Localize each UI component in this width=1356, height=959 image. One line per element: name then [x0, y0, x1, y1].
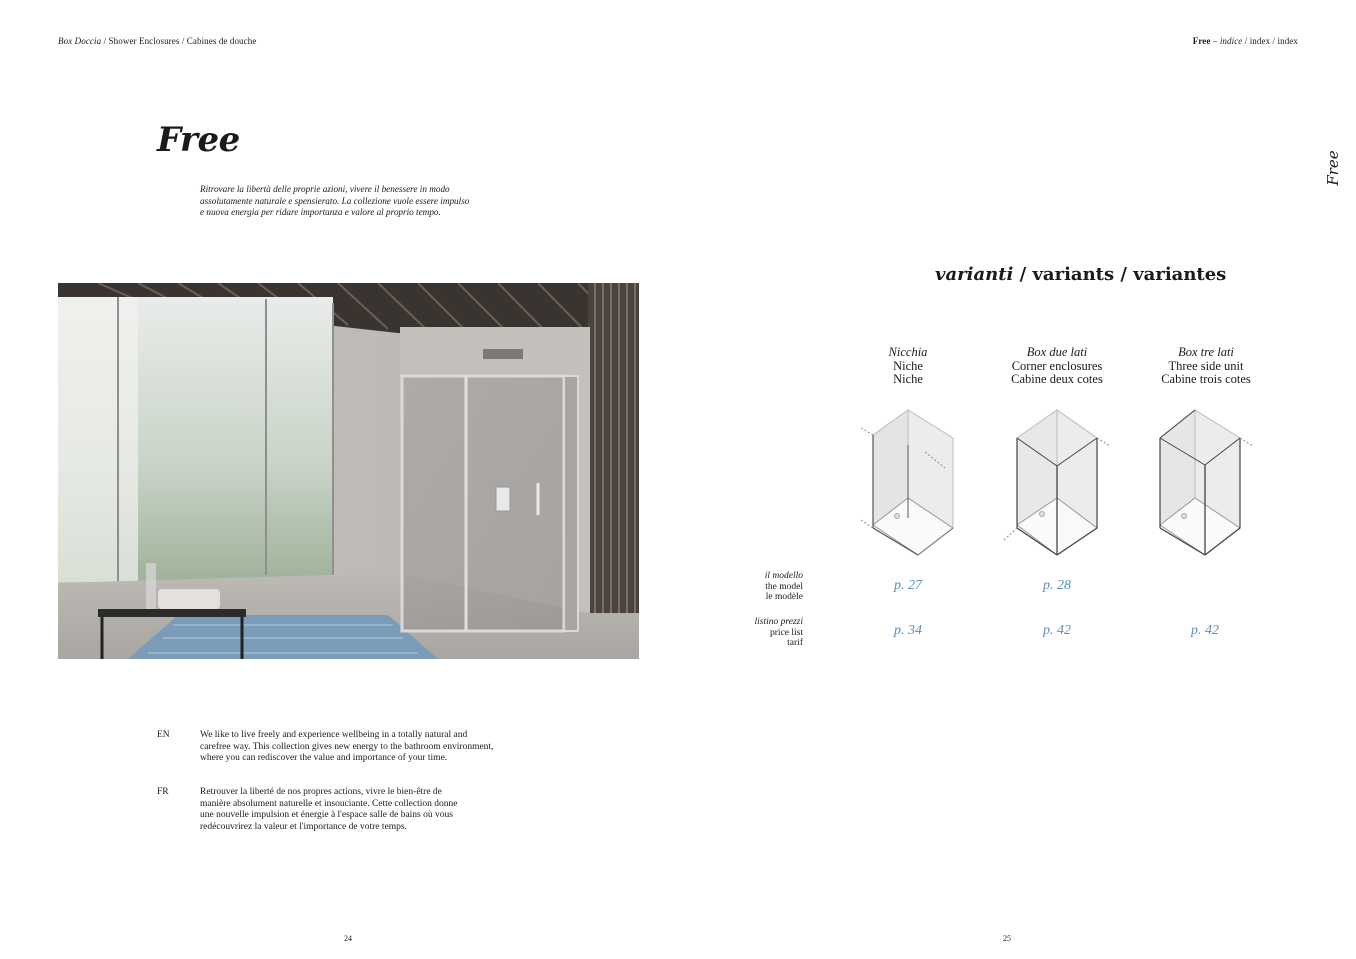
intro-line: assolutamente naturale e spensierato. La collezione vuole essere impulso	[200, 195, 470, 206]
row-label-en: the model	[765, 581, 803, 592]
intro-italian	[200, 184, 500, 219]
page-number-left: 24	[344, 934, 352, 943]
index-header	[1193, 36, 1298, 46]
variant-label-it: Box tre lati	[1178, 345, 1234, 359]
row-label-price	[700, 617, 803, 649]
variant-label-en: Three side unit	[1168, 358, 1244, 373]
corner-model-page-link[interactable]: p. 28	[1043, 578, 1071, 593]
variant-label-fr: Niche	[893, 372, 923, 386]
niche-model-page-link[interactable]: p. 27	[894, 578, 922, 593]
variant-label-it: Box due lati	[1026, 345, 1088, 359]
side-title	[1318, 148, 1348, 188]
index-header-italic: indice	[1219, 36, 1243, 46]
corner-enclosure-illustration	[1002, 400, 1112, 560]
three-side-price-page-link[interactable]: p. 42	[1191, 623, 1219, 638]
index-header-rest: / index / index	[1242, 36, 1298, 46]
variants-heading-italic: varianti	[935, 264, 1014, 285]
row-label-it: il modello	[764, 571, 803, 581]
en-line: We like to live freely and experience wellbeing in a totally natural and	[200, 730, 468, 740]
en-code: EN	[157, 730, 170, 740]
variant-label-fr: Cabine trois cotes	[1161, 372, 1251, 386]
fr-code: FR	[157, 787, 169, 797]
side-title-text: Free	[1324, 150, 1342, 186]
variant-label-en: Corner enclosures	[1011, 358, 1103, 373]
variant-label-fr: Cabine deux cotes	[1011, 372, 1103, 386]
fr-line: une nouvelle impulsion et énergie à l'espace salle de bains où vous	[200, 810, 453, 821]
shower-photo	[58, 283, 639, 659]
index-header-bold: Free	[1192, 36, 1211, 46]
variant-label-en: Niche	[893, 358, 923, 373]
variant-three-side-label	[1131, 346, 1281, 387]
breadcrumb-italic: Box Doccia	[58, 36, 102, 46]
variant-niche-label	[833, 346, 983, 387]
fr-line: redécouvrirez la valeur et l'importance de votre temps.	[200, 821, 407, 832]
en-text	[200, 730, 530, 765]
page-title: Free	[157, 120, 240, 160]
shower-photo-illustration	[58, 283, 639, 659]
en-line: carefree way. This collection gives new energy to the bathroom environment,	[200, 741, 494, 752]
row-label-fr: le modèle	[765, 592, 803, 602]
variant-label-it: Nicchia	[888, 345, 928, 359]
corner-price-page-link[interactable]: p. 42	[1043, 623, 1071, 638]
three-side-enclosure-illustration	[1150, 400, 1260, 560]
fr-line: manière absolument naturelle et insouciante. Cette collection donne	[200, 798, 458, 809]
niche-enclosure-illustration	[853, 400, 963, 560]
fr-line: Retrouver la liberté de nos propres actions, vivre le bien-être de	[200, 787, 442, 797]
breadcrumb-rest: / Shower Enclosures / Cabines de douche	[101, 36, 257, 46]
row-label-model	[700, 571, 803, 603]
page-number-right: 25	[1003, 934, 1011, 943]
niche-price-page-link[interactable]: p. 34	[894, 623, 922, 638]
breadcrumb	[58, 36, 256, 46]
variants-heading	[935, 264, 1226, 285]
row-label-fr: tarif	[787, 638, 803, 648]
index-header-sep: –	[1210, 36, 1220, 46]
row-label-it: listino prezzi	[754, 617, 803, 627]
row-label-en: price list	[770, 627, 803, 638]
fr-text	[200, 787, 530, 833]
en-line: where you can rediscover the value and importance of your time.	[200, 753, 448, 764]
intro-line: Ritrovare la libertà delle proprie azioni, vivere il benessere in modo	[200, 184, 450, 194]
variant-corner-label	[982, 346, 1132, 387]
intro-line: e nuova energia per ridare importanza e valore al proprio tempo.	[200, 207, 441, 217]
variants-heading-rest: / variants / variantes	[1013, 264, 1227, 285]
